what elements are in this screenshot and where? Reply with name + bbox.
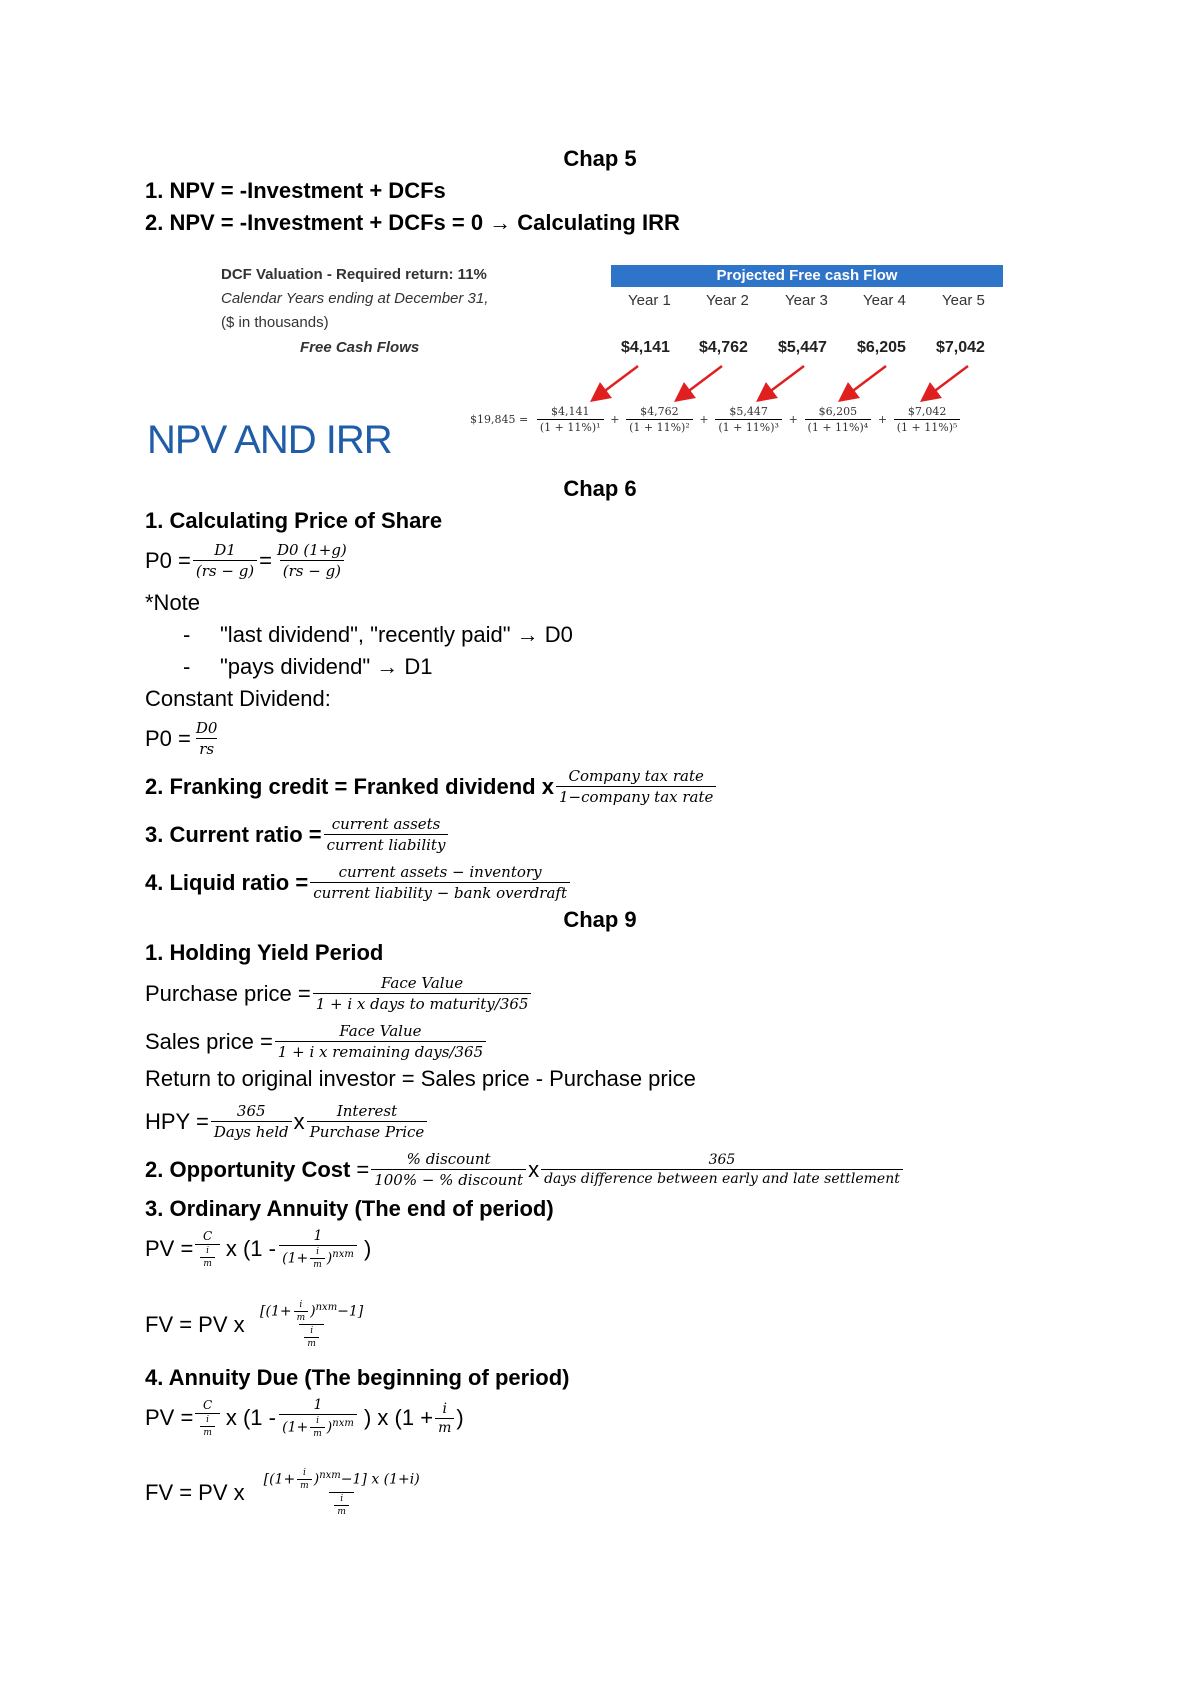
exponent: nxm: [332, 1248, 354, 1260]
npv-formula-1: 1. NPV = -Investment + DCFs: [145, 178, 446, 203]
denominator: 100% − % discount: [371, 1169, 526, 1189]
denominator: current liability − bank overdraft: [310, 882, 570, 902]
i-over-m: [310, 1247, 325, 1270]
ordinary-annuity-title: 3. Ordinary Annuity (The end of period): [145, 1196, 554, 1221]
fv-label: FV = PV x: [145, 1479, 245, 1505]
denominator: (1+ $\frac{i}{m}$ )$^{nxm}$: [279, 1414, 357, 1439]
share-price-title: 1. Calculating Price of Share: [145, 508, 443, 533]
numerator: C: [202, 1229, 213, 1243]
p0-fraction-2: [274, 541, 350, 580]
numerator: D0 (1+g): [277, 541, 347, 559]
numerator: current assets − inventory: [338, 863, 542, 881]
pv-equation: $19,845 = $\frac{\$4,141}{\text{(1 + 11\%)¹}}$ + $\frac{\$4,762}{\text{(1 + 11\%)²}}$ + $\frac{\$5,447}{\text{(1 + 11\%)³}}$ + $\frac{\$6,205}{\text{(1 + 11\%)⁴}}$ + $\frac{\$7,042}{\text{(1 + 11\%)⁵}}$: [470, 405, 965, 434]
denominator: days difference between early and late settlement: [541, 1169, 903, 1187]
denominator: m: [200, 1257, 215, 1269]
denominator: [195, 1244, 220, 1269]
liquid-ratio-formula: [145, 863, 572, 902]
denominator: m: [304, 1337, 319, 1349]
numerator: i: [303, 1468, 306, 1478]
equals: =: [259, 547, 273, 573]
i-over-m: [297, 1468, 312, 1491]
i-over-m-fraction: [435, 1401, 454, 1436]
numerator: i: [316, 1416, 319, 1426]
opportunity-cost-label: 2. Opportunity Cost: [145, 1156, 351, 1182]
denominator: (rs − g): [280, 560, 344, 580]
denominator: m: [435, 1418, 454, 1436]
denominator: rs: [196, 738, 217, 758]
numerator: i: [340, 1494, 344, 1504]
denominator: Days held: [211, 1121, 292, 1141]
discount-fraction: [278, 1397, 358, 1439]
exponent: nxm: [315, 1301, 338, 1313]
pv-term: [802, 405, 874, 434]
denominator: [299, 1324, 324, 1349]
pv-total: $19,845 =: [470, 413, 529, 426]
denominator: m: [294, 1311, 309, 1323]
times-one-plus: ) x (1 +: [363, 1405, 434, 1430]
denominator: 1 + i x remaining days/365: [275, 1041, 486, 1061]
constant-dividend-label: Constant Dividend:: [145, 686, 331, 711]
free-cash-flow-value: $6,205: [857, 339, 906, 356]
denominator: m: [334, 1505, 349, 1517]
p0-formula: [145, 541, 352, 580]
bullet-dash: -: [183, 622, 191, 647]
opportunity-cost-formula: [145, 1150, 905, 1189]
chap6-heading: Chap 6: [563, 476, 637, 501]
pv-label: PV =: [145, 1236, 194, 1261]
p0-label: P0 =: [145, 725, 191, 751]
npv-irr-logo-text: NPV AND IRR: [147, 418, 392, 462]
sales-price-label: Sales price =: [145, 1028, 273, 1054]
i-over-m: [200, 1415, 215, 1438]
numerator: % discount: [406, 1150, 491, 1168]
annuity-due-fv-formula: [145, 1468, 439, 1517]
ordinary-annuity-fv-formula: [145, 1300, 379, 1349]
numerator: C: [202, 1398, 213, 1412]
p0-label: P0 =: [145, 547, 191, 573]
year-label: Year 4: [863, 292, 906, 309]
pv-term-denominator: (1 + 11%)⁵: [894, 419, 961, 434]
year-label: Year 3: [785, 292, 828, 309]
times-open: x (1 -: [225, 1236, 276, 1261]
discount-fraction: [278, 1228, 358, 1270]
opportunity-cost-fraction-1: [371, 1150, 526, 1189]
numerator: [(1+ $\frac{i}{m}$ )$^{nxm}$−1]: [260, 1300, 364, 1323]
numerator: current assets: [331, 815, 441, 833]
denominator: 1 + i x days to maturity/365: [313, 993, 532, 1013]
pv-term: [891, 405, 963, 434]
sales-price-fraction: [275, 1022, 486, 1061]
close-paren: ): [456, 1405, 464, 1430]
hpy-formula: [145, 1102, 429, 1141]
holding-yield-title: 1. Holding Yield Period: [145, 940, 384, 965]
due-multiplier: x (1+i): [371, 1471, 420, 1488]
liquid-ratio-label: 4. Liquid ratio =: [145, 869, 309, 895]
c-over-i-m-fraction: [195, 1229, 220, 1269]
numerator: i: [206, 1415, 210, 1425]
purchase-price-formula: [145, 974, 533, 1013]
dcf-units: ($ in thousands): [221, 314, 329, 331]
c-over-i-m-fraction: [195, 1398, 220, 1438]
current-ratio-label: 3. Current ratio =: [145, 821, 322, 847]
pv-term-numerator: $5,447: [729, 405, 768, 418]
times: x: [528, 1156, 540, 1182]
free-cash-flow-value: $4,141: [621, 339, 670, 356]
fv-label: FV = PV x: [145, 1311, 245, 1337]
free-cash-flow-value: $4,762: [699, 339, 748, 356]
p0-constant-fraction: [193, 719, 221, 758]
franking-fraction: [556, 767, 716, 806]
year-label: Year 1: [628, 292, 671, 309]
fv-fraction: [247, 1468, 437, 1517]
arrow-year-3: [764, 366, 804, 396]
annuity-due-title: 4. Annuity Due (The beginning of period): [145, 1365, 570, 1390]
i-over-m: [310, 1416, 325, 1439]
minus-one: −1]: [337, 1303, 364, 1320]
numerator: i: [310, 1326, 314, 1336]
i-over-m: [334, 1494, 349, 1517]
equals: =: [356, 1156, 370, 1182]
annuity-due-pv-formula: [145, 1397, 464, 1439]
pv-term-denominator: (1 + 11%)¹: [537, 419, 604, 434]
current-ratio-fraction: [324, 815, 449, 854]
purchase-price-fraction: [313, 974, 532, 1013]
purchase-price-label: Purchase price =: [145, 980, 311, 1006]
numerator: i: [206, 1246, 210, 1256]
dcf-title: DCF Valuation - Required return: 11%: [221, 266, 487, 283]
current-ratio-formula: [145, 815, 450, 854]
denominator: current liability: [324, 834, 449, 854]
denominator: m: [310, 1427, 325, 1439]
fv-fraction: [247, 1300, 377, 1349]
denominator: Purchase Price: [307, 1121, 428, 1141]
opportunity-cost-fraction-2: [541, 1152, 903, 1187]
numerator: 365: [708, 1152, 736, 1168]
i-over-m: [304, 1326, 319, 1349]
projected-fcf-banner: Projected Free cash Flow: [611, 265, 1003, 287]
free-cash-flow-value: $7,042: [936, 339, 985, 356]
numerator: D1: [214, 541, 236, 559]
franking-credit-label: 2. Franking credit = Franked dividend x: [145, 773, 554, 799]
exponent: nxm: [319, 1469, 341, 1481]
denominator: (1+ $\frac{i}{m}$ )$^{nxm}$: [279, 1245, 357, 1270]
denominator: 1−company tax rate: [556, 786, 716, 806]
one-plus: (1+: [282, 1419, 309, 1436]
year-label: Year 2: [706, 292, 749, 309]
dcf-subtitle: Calendar Years ending at December 31,: [221, 290, 489, 307]
bullet-item: "pays dividend" → D1: [220, 654, 433, 679]
numerator: i: [299, 1300, 303, 1310]
pv-term-denominator: (1 + 11%)²: [626, 419, 693, 434]
numerator: i: [316, 1247, 319, 1257]
sales-price-formula: [145, 1022, 488, 1061]
numerator: 1: [313, 1397, 323, 1413]
npv-formula-2: 2. NPV = -Investment + DCFs = 0 → Calculating IRR: [145, 210, 680, 235]
times-open: x (1 -: [225, 1405, 276, 1430]
bracket-open: [(1+: [263, 1471, 296, 1488]
exponent: nxm: [332, 1417, 354, 1429]
pv-term: [534, 405, 606, 434]
franking-credit-formula: [145, 767, 718, 806]
numerator: Interest: [336, 1102, 398, 1120]
dcf-row-label: Free Cash Flows: [300, 339, 420, 356]
arrow-year-1: [598, 366, 638, 396]
pv-term-numerator: $4,762: [640, 405, 679, 418]
pv-term-numerator: $4,141: [550, 405, 590, 418]
pv-label: PV =: [145, 1405, 194, 1430]
numerator: 365: [236, 1102, 266, 1120]
hpy-label: HPY =: [145, 1108, 209, 1134]
denominator: (rs − g): [193, 560, 257, 580]
numerator: Company tax rate: [568, 767, 704, 785]
pv-term-denominator: (1 + 11%)⁴: [805, 419, 872, 434]
liquid-ratio-fraction: [310, 863, 570, 902]
pv-term-denominator: (1 + 11%)³: [715, 419, 782, 434]
p0-fraction-1: [193, 541, 257, 580]
arrow-year-4: [846, 366, 886, 396]
denominator: m: [200, 1426, 215, 1438]
pv-term-numerator: $6,205: [818, 405, 858, 418]
hpy-fraction-2: [307, 1102, 428, 1141]
times: x: [293, 1108, 305, 1134]
pv-term: [713, 405, 785, 434]
note-label: *Note: [145, 590, 201, 615]
hpy-fraction-1: [211, 1102, 292, 1141]
denominator: m: [310, 1258, 325, 1270]
denominator: m: [297, 1479, 312, 1491]
i-over-m: [294, 1300, 309, 1323]
year-label: Year 5: [942, 292, 985, 309]
minus-one: −1]: [340, 1471, 367, 1488]
bracket-open: [(1+: [260, 1303, 292, 1320]
chap9-heading: Chap 9: [563, 907, 637, 932]
arrow-year-2: [682, 366, 722, 396]
numerator: Face Value: [339, 1022, 422, 1040]
i-over-m: [200, 1246, 215, 1269]
p0-constant-formula: [145, 719, 222, 758]
numerator: [(1+ $\frac{i}{m}$ )$^{nxm}$−1] x (1+i): [263, 1468, 420, 1491]
denominator: [329, 1492, 354, 1517]
denominator: [195, 1413, 220, 1438]
numerator: i: [442, 1400, 447, 1417]
chap5-heading: Chap 5: [563, 146, 637, 171]
numerator: D0: [195, 719, 218, 737]
arrow-year-5: [928, 366, 968, 396]
close-paren: ): [363, 1236, 372, 1261]
numerator: 1: [313, 1228, 323, 1244]
pv-term-numerator: $7,042: [907, 405, 947, 418]
return-formula: Return to original investor = Sales price - Purchase price: [145, 1066, 696, 1091]
free-cash-flow-value: $5,447: [778, 339, 827, 356]
ordinary-annuity-pv-formula: [145, 1228, 371, 1270]
bullet-dash: -: [183, 654, 191, 679]
one-plus: (1+: [282, 1250, 309, 1267]
numerator: Face Value: [381, 974, 464, 992]
pv-term: [623, 405, 695, 434]
bullet-item: "last dividend", "recently paid" → D0: [220, 622, 573, 647]
